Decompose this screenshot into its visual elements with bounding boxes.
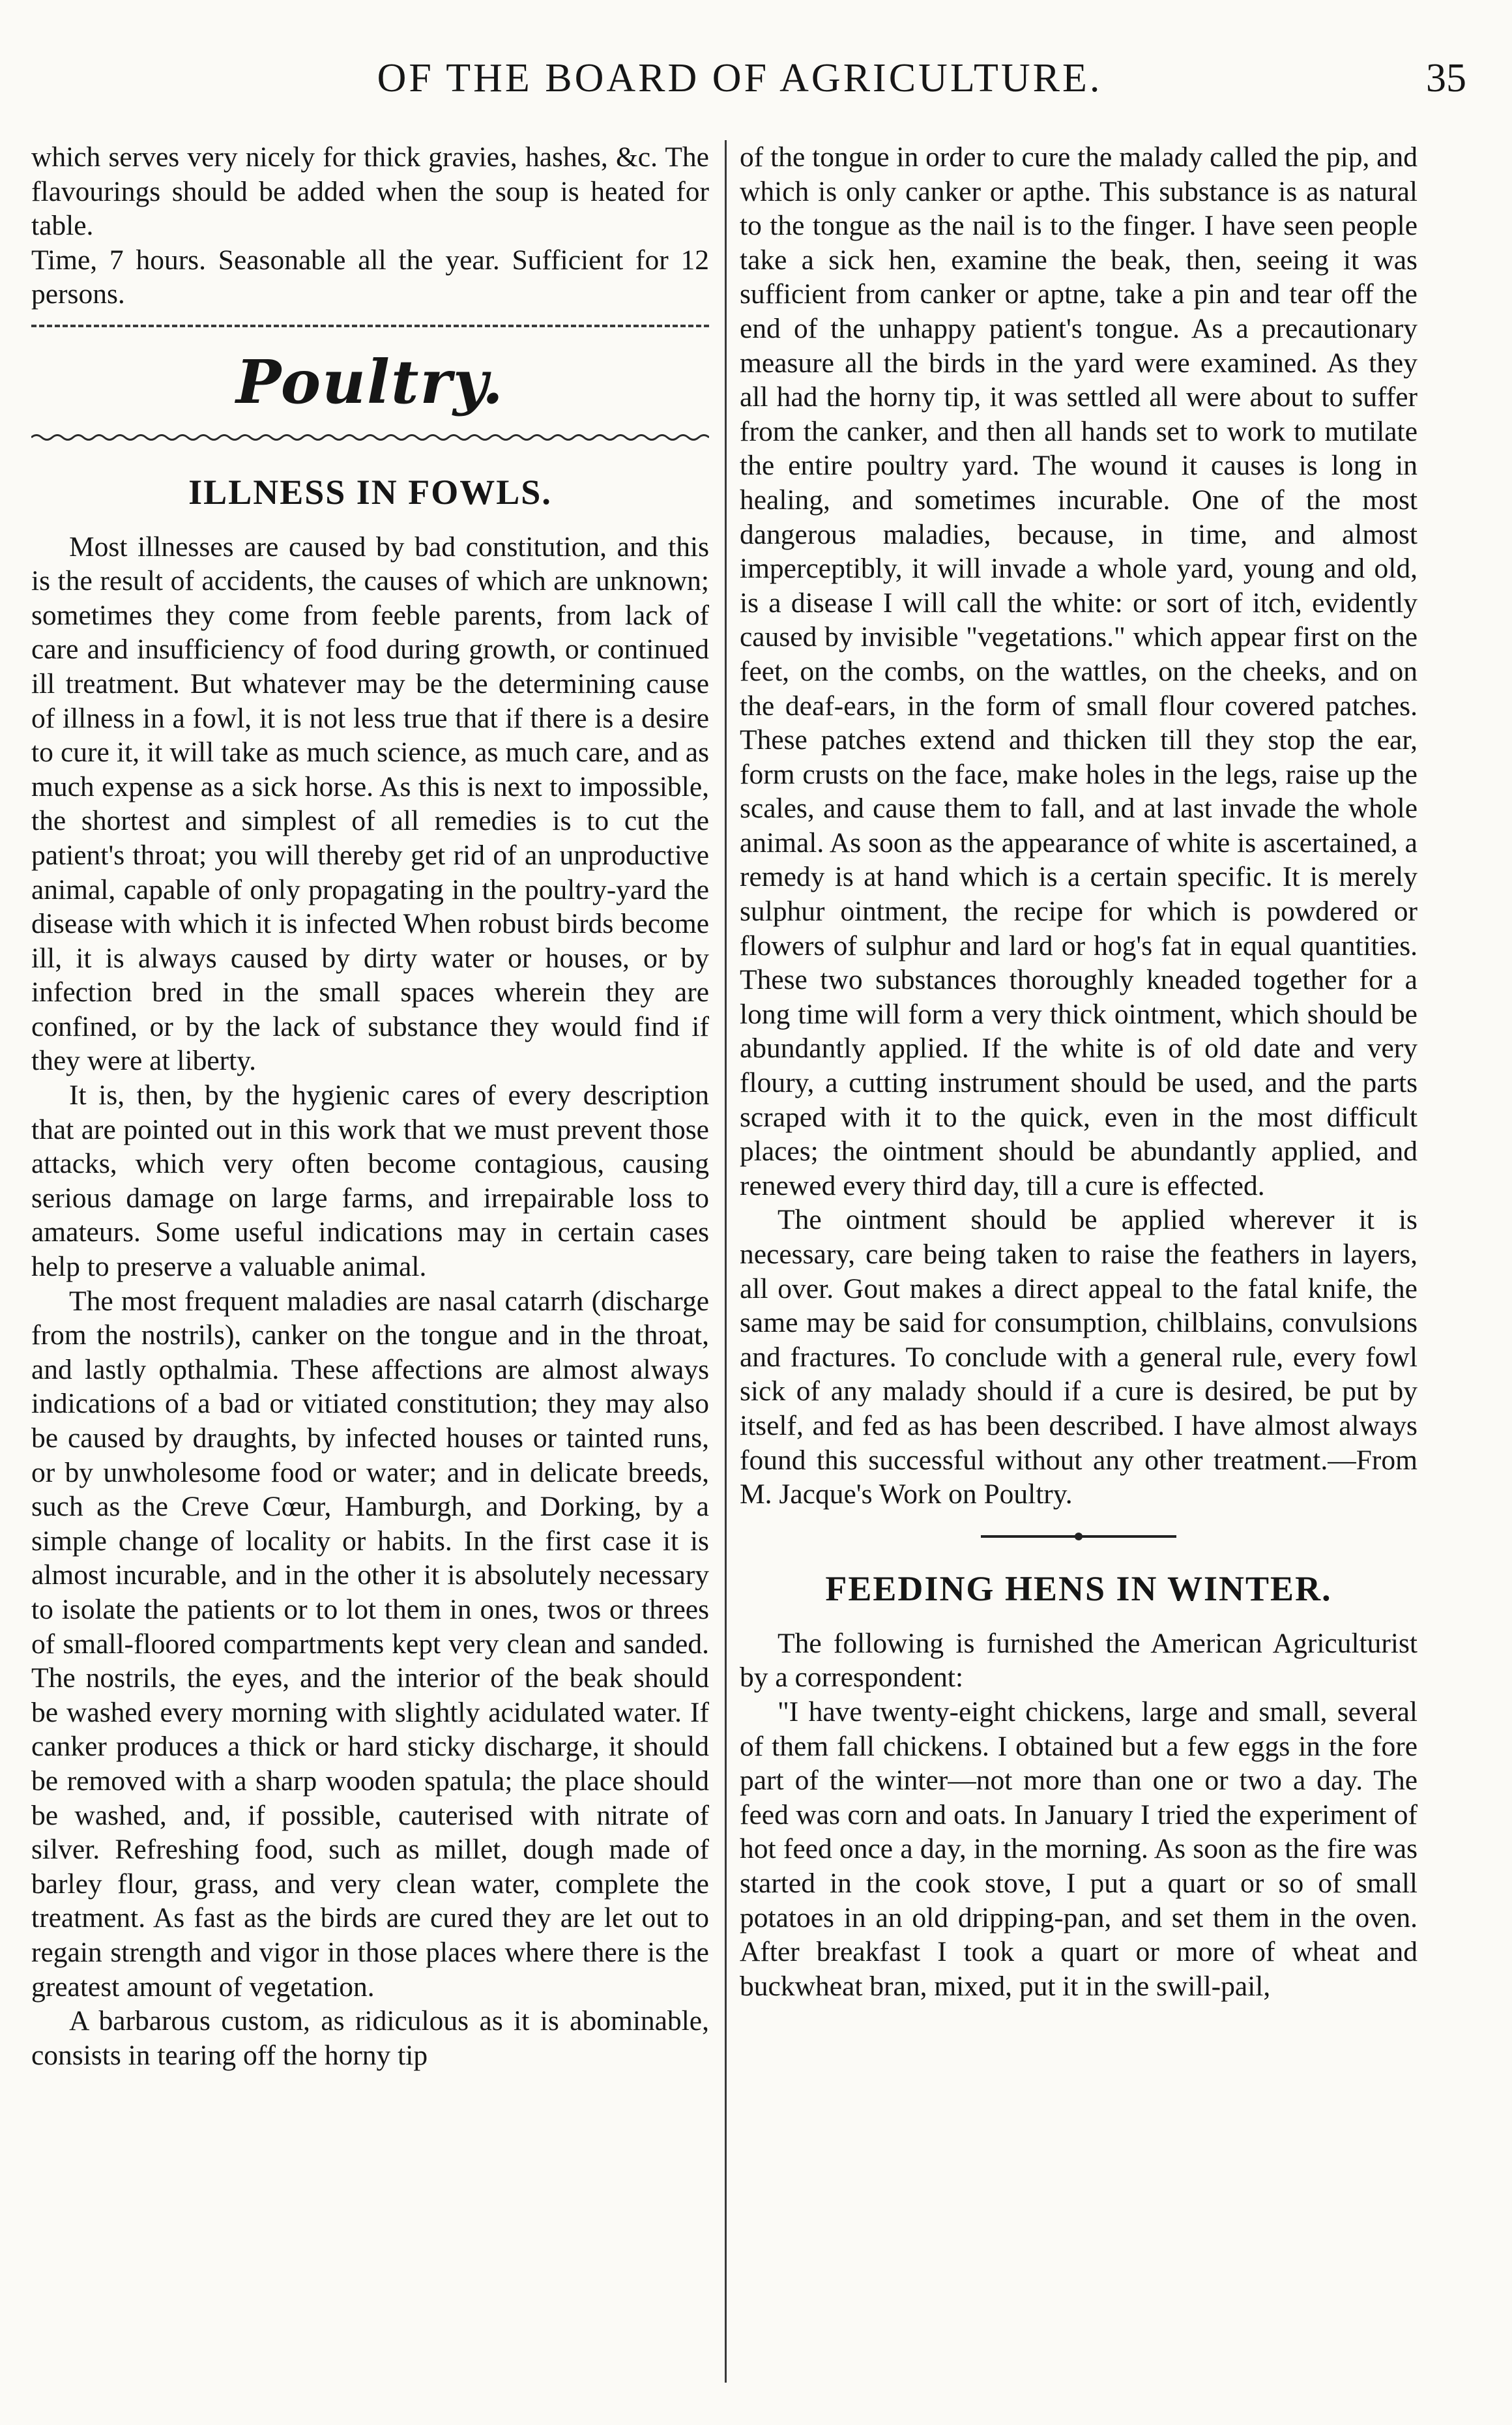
dot-rule-ornament [981, 1530, 1176, 1543]
body-paragraph: Most illnesses are caused by bad constitution, and this is the result of accidents, the causes of which are unknown; sometimes they come from feeble parents, from lack of care and insufficiency of food during growth, or continued ill treatment. But whatever may be the determining cause of illness in a fowl, it is not less true that if there is a desire to cure it, it will take as much science, as much care, and as much expense as a sick horse. As this is next to impossible, the shortest and simplest of all remedies is to cut the patient's throat; you will thereby get rid of an unproductive animal, capable of only propagating in the poultry-yard the disease with which it is infected When robust birds become ill, it is always caused by dirty water or houses, or by infection bred in the small spaces wherein they are confined, or by the lack of substance they would find if they were at liberty. [31, 531, 709, 1077]
body-paragraph: The ointment should be applied wherever it is necessary, care being taken to raise the feathers in layers, all over. Gout makes a direct appeal to the fatal knife, the same may be said for consumption, chilblains, convulsions and fractures. To conclude with a general rule, every fowl sick of any malady should if a cure is desired, be put by itself, and fed as has been described. I have almost always found this successful without any other treatment.—From M. Jacque's Work on Poultry. [740, 1204, 1418, 1510]
recipe-ending [31, 140, 709, 312]
recipe-time-note: Time, 7 hours. Seasonable all the year. Sufficient for 12 persons. [31, 244, 709, 310]
body-paragraph: The following is furnished the American Agriculturist by a correspondent: [740, 1627, 1418, 1694]
body-paragraph: of the tongue in order to cure the malady called the pip, and which is only canker or apthe. This substance is as natural to the tongue as the nail is to the finger. I have seen people take a sick hen, examine the beak, then, seeing it was sufficient from canker or aptne, take a pin and tear off the end of the unhappy patient's tongue. As a precautionary measure all the birds in the yard were examined. As they all had the horny tip, it was settled all were about to suffer from the canker, and then all hands set to work to mutilate the entire poultry yard. The wound it causes is long in healing, and sometimes incurable. One of the most dangerous maladies, because, in time, and almost imperceptibly, it will invade a whole yard, young and old, is a disease I will call the white: or sort of itch, evidently caused by invisible "vegetations." which appear first on the feet, on the combs, on the wattles, on the cheeks, and on the deaf-ears, in the form of small flour covered patches. These patches extend and thicken till they stop the ear, form crusts on the face, make holes in the legs, raise up the scales, and cause them to fall, and at last invade the whole animal. As soon as the appearance of white is ascertained, a remedy is at hand which is a certain specific. It is merely sulphur ointment, the recipe for which is powdered or flowers of sulphur and lard or hog's fat in equal quantities. These two substances thoroughly kneaded together for a long time will form a very thick ointment, which should be abundantly applied. If the white is of old date and very floury, a cutting instrument should be used, and the parts scraped with it to the quick, even in the most difficult places; the ointment should be abundantly applied, and renewed every third day, till a cure is effected. [740, 141, 1418, 1201]
body-paragraph: The most frequent maladies are nasal catarrh (discharge from the nostrils), canker on the tongue and in the throat, and lastly opthalmia. These affections are almost always indications of a bad or vitiated constitution; they may also be caused by draughts, by infected houses or tainted runs, or by unwholesome food or water; and in delicate breeds, such as the Creve Cœur, Hamburgh, and Dorking, by a simple change of locality or habits. In the first case it is almost incurable, and in the other it is absolutely necessary to isolate the patients or to lot them in ones, twos or threes of small-floored compartments kept very clean and sanded. The nostrils, the eyes, and the interior of the beak should be washed every morning with slightly acidulated water. If canker produces a thick or hard sticky discharge, it should be removed with a sharp wooden spatula; the place should be washed, and, if possible, cauterised with nitrate of silver. Refreshing food, such as millet, dough made of barley flour, grass, and very clean water, complete the treatment. As fast as the birds are cured they are let out to regain strength and vigor in those places where there is the greatest amount of vegetation. [31, 1285, 709, 2003]
body-paragraph: A barbarous custom, as ridiculous as it is abominable, consists in tearing off the horny tip [31, 2005, 709, 2071]
left-column [31, 140, 709, 2383]
running-head [0, 46, 1512, 111]
recipe-text: which serves very nicely for thick gravies, hashes, &c. The flavourings should be added when the soup is heated for table. [31, 141, 709, 242]
body-paragraph: It is, then, by the hygienic cares of every description that are pointed out in this work that we must prevent those attacks, which very often become contagious, causing serious damage on large farms, and irrepairable loss to amateurs. Some useful indications may in certain cases help to preserve a valuable animal. [31, 1080, 709, 1283]
page-number: 35 [1426, 56, 1466, 100]
section-title: Poultry. [236, 346, 504, 417]
right-column [740, 140, 1418, 2383]
ornamental-divider [740, 1530, 1418, 1543]
column-divider [725, 140, 727, 2383]
dashed-divider [31, 325, 709, 327]
illness-heading: ILLNESS IN FOWLS. [188, 472, 552, 512]
running-title: OF THE BOARD OF AGRICULTURE. [377, 56, 1103, 100]
wavy-divider [31, 433, 709, 442]
body-paragraph: "I have twenty-eight chickens, large and small, several of them fall chickens. I obtained but a few eggs in the fore part of the winter—not more than one or two a day. The feed was corn and oats. In January I tried the experiment of hot feed once a day, in the morning. As soon as the fire was started in the cook stove, I put a quart or so of small potatoes in an old dripping-pan, and set them in the oven. After breakfast I took a quart or more of wheat and buckwheat bran, mixed, put it in the swill-pail, [740, 1696, 1418, 2002]
feeding-heading: FEEDING HENS IN WINTER. [825, 1568, 1332, 1608]
